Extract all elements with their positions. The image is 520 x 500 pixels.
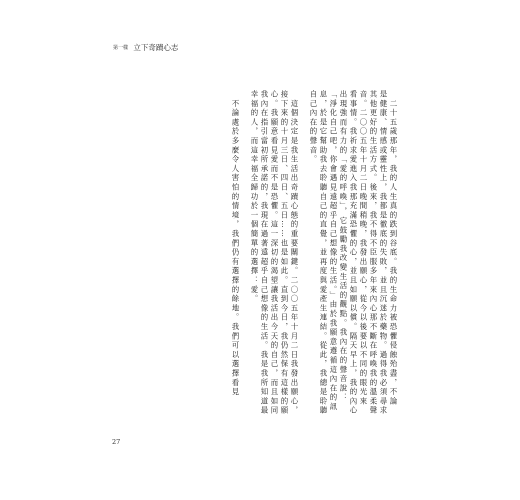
text-column: 接下來的十月三日、四日、五日……也是如此。直到今日，我仍然保有這樣的願 <box>280 90 289 416</box>
text-column: 這個決定是我生活出奇蹟心態的重要關鍵。二〇〇五年十月二日我發出願心， <box>290 90 299 416</box>
text-column: 幸福的人，而這幸福全歸功於一個簡單的選擇：愛。 <box>250 90 259 304</box>
text-column: 出現強而有力的「愛的呼喚」，它鼓勵我改變生活的觀點。我內在的聲音說： <box>339 90 348 403</box>
text-column: 二十五歲那年，我的人生真的跌到谷底。我的生命力被恐懼侵蝕殆盡，不論 <box>389 90 398 407</box>
text-column: 看事情。我祈求愛進入我那充滿恐懼的心，並且如願以償。隔天早上，我的內心 <box>349 90 358 416</box>
chapter-label: 第一樣 <box>113 45 129 51</box>
text-column: 「淨化自己吧，你會遇見遠超乎自己想像的生活。」由於我願意遵循這內在的訊 <box>329 90 338 412</box>
chapter-title: 立下奇蹟心志 <box>133 43 179 52</box>
text-column: 息，於是它幫助我去聆聽自己的直覺，並再度與愛產生連結。從此，我總是聆聽 <box>319 90 328 416</box>
body-text <box>128 90 398 436</box>
text-column: 音。二〇〇五年十月二日晚間稍晚，我發出願心，從今以後要以不同的眼光來 <box>359 90 368 407</box>
text-column: 其他更好的生活方式。後來，我不得不臣服多年來內心那不斷在呼喚我的溫柔聲 <box>369 90 378 416</box>
text-column: 是健康、情感或靈性上，我都是徹底的失敗，並且沉迷於藥物。過得我必須尋求 <box>379 90 388 416</box>
text-column: 我內在指引當初所承諾的，我現在過著遠超乎自己想像的生活。我是我所知道最 <box>260 90 269 416</box>
running-header <box>113 42 178 53</box>
text-column: 不論處於多麼令人害怕的情境，我們仍有選擇的餘地。我們可以選擇看見 <box>231 90 240 397</box>
page-number: 27 <box>112 438 121 446</box>
text-column: 自己內在的聲音。 <box>309 90 318 165</box>
text-column: 心。我願意看見愛而不是恐懼。這一深切的渴望讓我活出今天的自己，而且如同 <box>270 90 279 416</box>
